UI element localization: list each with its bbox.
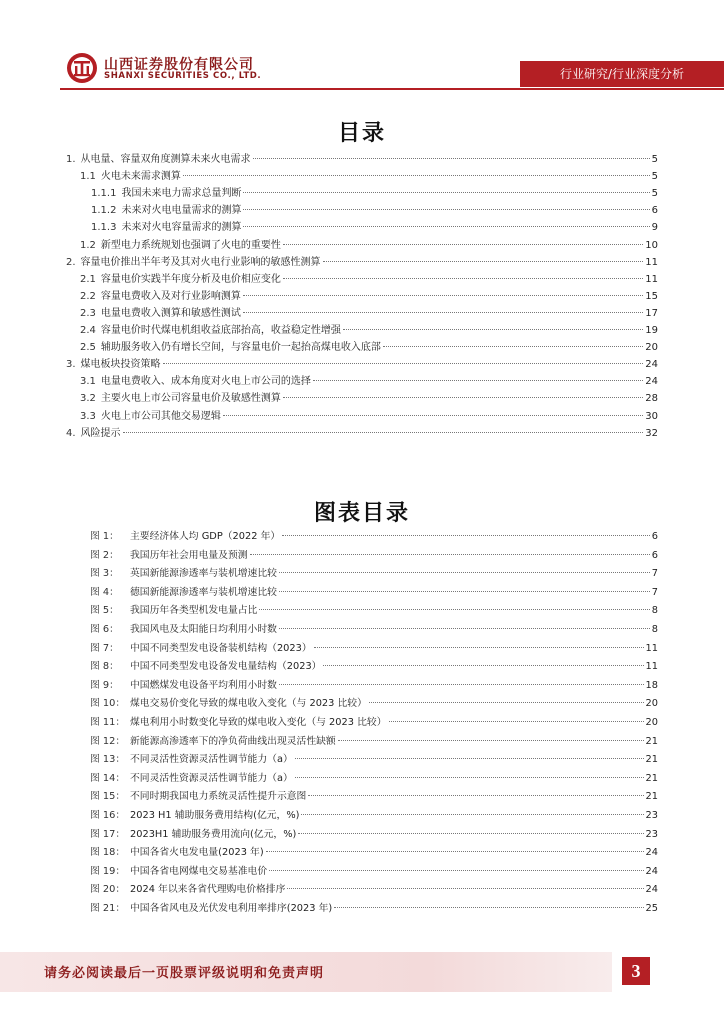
figure-entry-number: 图 12： [90, 735, 126, 747]
figure-entry-title: 不同时期我国电力系统灵活性提升示意图 [130, 791, 307, 803]
figure-leader-dots [259, 609, 649, 610]
toc-entry-page: 24 [645, 359, 658, 371]
figure-leader-dots [279, 591, 650, 592]
toc-entry-number: 3.1 [80, 376, 96, 388]
figure-entry[interactable] [90, 547, 658, 565]
figure-entry[interactable] [90, 658, 658, 676]
toc-entry[interactable] [80, 322, 658, 339]
toc-leader-dots [283, 278, 643, 279]
toc-entry-number: 1.1.1 [91, 188, 117, 200]
toc-leader-dots [383, 346, 643, 347]
figure-entry-title: 德国新能源渗透率与装机增速比较 [130, 586, 277, 598]
toc-entry-title: 新型电力系统规划也强调了火电的重要性 [100, 239, 281, 251]
figure-entry[interactable] [90, 770, 658, 788]
figure-entry-page: 8 [651, 624, 658, 635]
figure-entry[interactable] [90, 844, 658, 862]
figure-entry-number: 图 8： [90, 661, 119, 673]
figure-leader-dots [314, 647, 644, 648]
figure-entry[interactable] [90, 602, 658, 620]
toc-leader-dots [243, 226, 649, 227]
toc-leader-dots [123, 432, 644, 433]
figure-entry-number: 图 21： [90, 903, 126, 914]
figure-entry[interactable] [90, 900, 658, 918]
figure-leader-dots [279, 572, 650, 573]
toc-entry[interactable] [91, 202, 658, 219]
figure-entry[interactable] [90, 565, 658, 583]
toc-leader-dots [313, 380, 643, 381]
toc-leader-dots [283, 244, 643, 245]
toc-entry[interactable] [80, 237, 658, 254]
toc-entry-page: 6 [651, 205, 658, 217]
toc-leader-dots [243, 192, 649, 193]
toc-entry[interactable] [91, 219, 658, 236]
figure-entry-page: 24 [645, 865, 658, 877]
figure-entry-number: 图 10： [90, 698, 126, 710]
toc-entry-page: 19 [645, 325, 658, 336]
toc-entry[interactable] [66, 356, 658, 373]
figure-entry[interactable] [90, 640, 658, 658]
toc-entry-page: 30 [645, 410, 658, 422]
figure-entry-page: 21 [645, 754, 658, 766]
disclaimer-note: 请务必阅读最后一页股票评级说明和免责声明 [44, 966, 325, 981]
toc-entry[interactable] [66, 254, 658, 271]
figure-entry[interactable] [90, 695, 658, 713]
figure-entry-number: 图 7： [90, 642, 119, 654]
toc-leader-dots [323, 261, 644, 262]
figure-leader-dots [298, 833, 643, 834]
toc-entry[interactable] [80, 408, 658, 425]
figure-leader-dots [266, 851, 644, 852]
figure-entry-title: 中国各省电网煤电交易基准电价 [130, 865, 268, 877]
figure-entry-title: 不同灵活性资源灵活性调节能力（a） [130, 754, 293, 766]
toc-entry-title: 主要火电上市公司容量电价及敏感性测算 [100, 393, 281, 405]
figure-leader-dots [295, 777, 644, 778]
toc-entry-page: 11 [645, 273, 658, 285]
toc-entry-page: 5 [651, 171, 658, 183]
figure-entry-title: 煤电交易价变化导致的煤电收入变化（与 2023 比较） [130, 698, 367, 710]
toc-entry-title: 未来对火电电量需求的测算 [121, 205, 242, 217]
company-name-cn: 山西证券股份有限公司 [104, 57, 254, 73]
shanxi-securities-logo-icon [66, 52, 98, 84]
figure-leader-dots [279, 684, 644, 685]
toc-entry-title: 容量电费收入及对行业影响测算 [100, 290, 241, 302]
figure-leader-dots [334, 907, 643, 908]
toc-entry[interactable] [80, 390, 658, 407]
figure-entry-page: 6 [651, 531, 658, 542]
toc-entry[interactable] [80, 168, 658, 185]
figure-entry-page: 11 [645, 642, 658, 654]
toc-entry[interactable] [80, 305, 658, 322]
toc-entry-number: 1.1.3 [91, 222, 117, 234]
figure-leader-dots [279, 628, 650, 629]
figure-entry-number: 图 2： [90, 549, 119, 561]
figure-leader-dots [338, 740, 644, 741]
figure-entry-number: 图 16： [90, 810, 126, 821]
toc-entry-number: 1.1 [80, 171, 96, 183]
toc-entry[interactable] [80, 271, 658, 288]
toc-entry[interactable] [80, 339, 658, 356]
figure-entry[interactable] [90, 881, 658, 899]
figure-entry[interactable] [90, 751, 658, 769]
toc-entry-title: 我国未来电力需求总量判断 [121, 188, 242, 200]
toc-entry[interactable] [80, 288, 658, 305]
toc-leader-dots [243, 295, 643, 296]
figure-entry-title: 不同灵活性资源灵活性调节能力（a） [130, 772, 293, 784]
toc-entry-number: 3.3 [80, 410, 96, 422]
toc-entry-number: 2.4 [80, 325, 96, 336]
figure-entry[interactable] [90, 714, 658, 732]
header-divider [60, 88, 724, 90]
figure-leader-dots [301, 814, 643, 815]
figure-entry-title: 主要经济体人均 GDP（2022 年） [130, 531, 281, 542]
figure-entry-page: 8 [651, 605, 658, 617]
toc-entry-title: 从电量、容量双角度测算未来火电需求 [80, 154, 251, 165]
toc-entry-page: 5 [651, 188, 658, 200]
toc-entry-page: 10 [645, 239, 658, 251]
toc-entry-page: 20 [645, 342, 658, 354]
figure-entry-title: 中国燃煤发电设备平均利用小时数 [130, 679, 277, 691]
figure-entry-page: 24 [645, 884, 658, 896]
figure-entry-page: 7 [651, 586, 658, 598]
toc-entry-title: 未来对火电容量需求的测算 [121, 222, 242, 234]
toc-leader-dots [163, 363, 644, 364]
figure-entry[interactable] [90, 826, 658, 844]
figure-entry-title: 中国各省风电及光伏发电利用率排序(2023 年) [130, 903, 333, 914]
toc-entry-number: 2.2 [80, 290, 96, 302]
toc-entry-number: 1.2 [80, 239, 96, 251]
figure-entry-page: 18 [645, 679, 658, 691]
figure-entry-title: 我国历年各类型机发电量占比 [130, 605, 258, 617]
page-footer [0, 952, 724, 992]
figure-entry[interactable] [90, 621, 658, 639]
figure-entry-number: 图 19： [90, 865, 126, 877]
toc-title: 目录 [337, 121, 386, 146]
page-header [0, 0, 724, 100]
figure-entry[interactable] [90, 863, 658, 881]
toc-entry-number: 2. [66, 256, 76, 268]
figure-entry-page: 23 [645, 828, 658, 840]
page-number: 3 [622, 957, 650, 985]
toc-leader-dots [343, 329, 643, 330]
figure-entry[interactable] [90, 584, 658, 602]
toc-entry[interactable] [80, 373, 658, 390]
figure-leader-dots [295, 758, 644, 759]
toc-leader-dots [253, 158, 650, 159]
figure-entry-page: 24 [645, 847, 658, 859]
toc-entry-number: 2.5 [80, 342, 96, 354]
toc-leader-dots [283, 397, 643, 398]
toc-entry-page: 17 [645, 307, 658, 319]
figure-entry-page: 21 [645, 772, 658, 784]
toc-entry-title: 容量电价推出半年考及其对火电行业影响的敏感性测算 [80, 256, 321, 268]
figure-entry-number: 图 11： [90, 717, 126, 728]
figure-entry-title: 煤电利用小时数变化导致的煤电收入变化（与 2023 比较） [130, 717, 387, 728]
figure-entry-title: 中国不同类型发电设备装机结构（2023） [130, 642, 312, 654]
figure-entry-page: 6 [651, 549, 658, 561]
figure-entry-number: 图 1： [90, 531, 119, 542]
toc-entry-number: 3. [66, 359, 76, 371]
toc-entry-title: 容量电价实践半年度分析及电价相应变化 [100, 273, 281, 285]
figure-entry[interactable] [90, 807, 658, 825]
toc-entry[interactable] [66, 151, 658, 168]
report-type-label: 行业研究/行业深度分析 [520, 61, 724, 87]
toc-entry-page: 11 [645, 256, 658, 268]
toc-entry-title: 煤电板块投资策略 [80, 359, 161, 371]
toc-entry-number: 4. [66, 427, 76, 439]
figure-leader-dots [369, 702, 644, 703]
toc-leader-dots [243, 312, 643, 313]
figure-entry-number: 图 15： [90, 791, 126, 803]
toc-entry-title: 风险提示 [80, 427, 121, 439]
figure-leader-dots [308, 795, 643, 796]
figure-entry-title: 2024 年以来各省代理购电价格排序 [130, 884, 286, 896]
figure-entry-number: 图 6： [90, 624, 119, 635]
figure-leader-dots [389, 721, 644, 722]
figure-entry-number: 图 20： [90, 884, 126, 896]
figure-entry-page: 7 [651, 568, 658, 580]
toc-entry-number: 2.1 [80, 273, 96, 285]
figure-entry-title: 新能源高渗透率下的净负荷曲线出现灵活性缺额 [130, 735, 336, 747]
toc-entry-title: 电量电费收入测算和敏感性测试 [100, 307, 241, 319]
toc-entry[interactable] [91, 185, 658, 202]
figure-entry-title: 英国新能源渗透率与装机增速比较 [130, 568, 277, 580]
figure-entry-number: 图 13： [90, 754, 126, 766]
toc-leader-dots [183, 175, 650, 176]
toc-entry-page: 5 [651, 154, 658, 165]
figure-entry-page: 25 [645, 903, 658, 914]
figure-entry-title: 2023 H1 辅助服务费用结构(亿元，%) [130, 810, 300, 821]
figure-entry-number: 图 17： [90, 828, 126, 840]
toc-leader-dots [223, 415, 643, 416]
figure-entry-number: 图 4： [90, 586, 119, 598]
figure-leader-dots [269, 870, 643, 871]
figure-entry-page: 21 [645, 735, 658, 747]
figure-entry-page: 20 [645, 698, 658, 710]
figure-entry-number: 图 9： [90, 679, 119, 691]
toc-leader-dots [243, 209, 649, 210]
company-name-en: SHANXI SECURITIES CO., LTD. [104, 71, 262, 81]
toc-entry-page: 28 [645, 393, 658, 405]
figure-entry-number: 图 14： [90, 772, 126, 784]
toc-entry-title: 电量电费收入、成本角度对火电上市公司的选择 [100, 376, 311, 388]
figure-entry[interactable] [90, 733, 658, 751]
figure-entry-number: 图 18： [90, 847, 126, 859]
toc-entry-page: 15 [645, 290, 658, 302]
toc-entry-number: 3.2 [80, 393, 96, 405]
figure-entry-page: 21 [645, 791, 658, 803]
toc-entry-title: 容量电价时代煤电机组收益底部抬高，收益稳定性增强 [100, 325, 341, 336]
toc-entry-page: 24 [645, 376, 658, 388]
figure-leader-dots [287, 888, 643, 889]
toc-entry-title: 辅助服务收入仍有增长空间，与容量电价一起抬高煤电收入底部 [100, 342, 381, 354]
figure-entry[interactable] [90, 788, 658, 806]
figure-entry-title: 我国历年社会用电量及预测 [130, 549, 248, 561]
figure-entry-number: 图 3： [90, 568, 119, 580]
figure-entry-title: 中国不同类型发电设备发电量结构（2023） [130, 661, 322, 673]
toc-entry[interactable] [66, 425, 658, 442]
toc-entry-number: 1. [66, 154, 76, 165]
toc-entry-number: 1.1.2 [91, 205, 117, 217]
figure-entry-number: 图 5： [90, 605, 119, 617]
figure-entry-title: 2023H1 辅助服务费用流向(亿元，%) [130, 828, 297, 840]
figure-entry-page: 23 [645, 810, 658, 821]
toc-entry-number: 2.3 [80, 307, 96, 319]
figure-entry-page: 20 [645, 717, 658, 728]
figure-leader-dots [323, 665, 643, 666]
toc-entry-title: 火电未来需求测算 [100, 171, 181, 183]
figure-leader-dots [250, 554, 650, 555]
figure-entry-page: 11 [645, 661, 658, 673]
figure-entry-title: 我国风电及太阳能日均利用小时数 [130, 624, 277, 635]
figure-entry[interactable] [90, 528, 658, 546]
toc-entry-title: 火电上市公司其他交易逻辑 [100, 410, 221, 422]
figure-entry[interactable] [90, 677, 658, 695]
figure-list-title: 图表目录 [313, 501, 410, 526]
figure-leader-dots [282, 535, 650, 536]
figure-entry-title: 中国各省火电发电量(2023 年) [130, 847, 264, 859]
toc-entry-page: 32 [645, 427, 658, 439]
toc-entry-page: 9 [651, 222, 658, 234]
